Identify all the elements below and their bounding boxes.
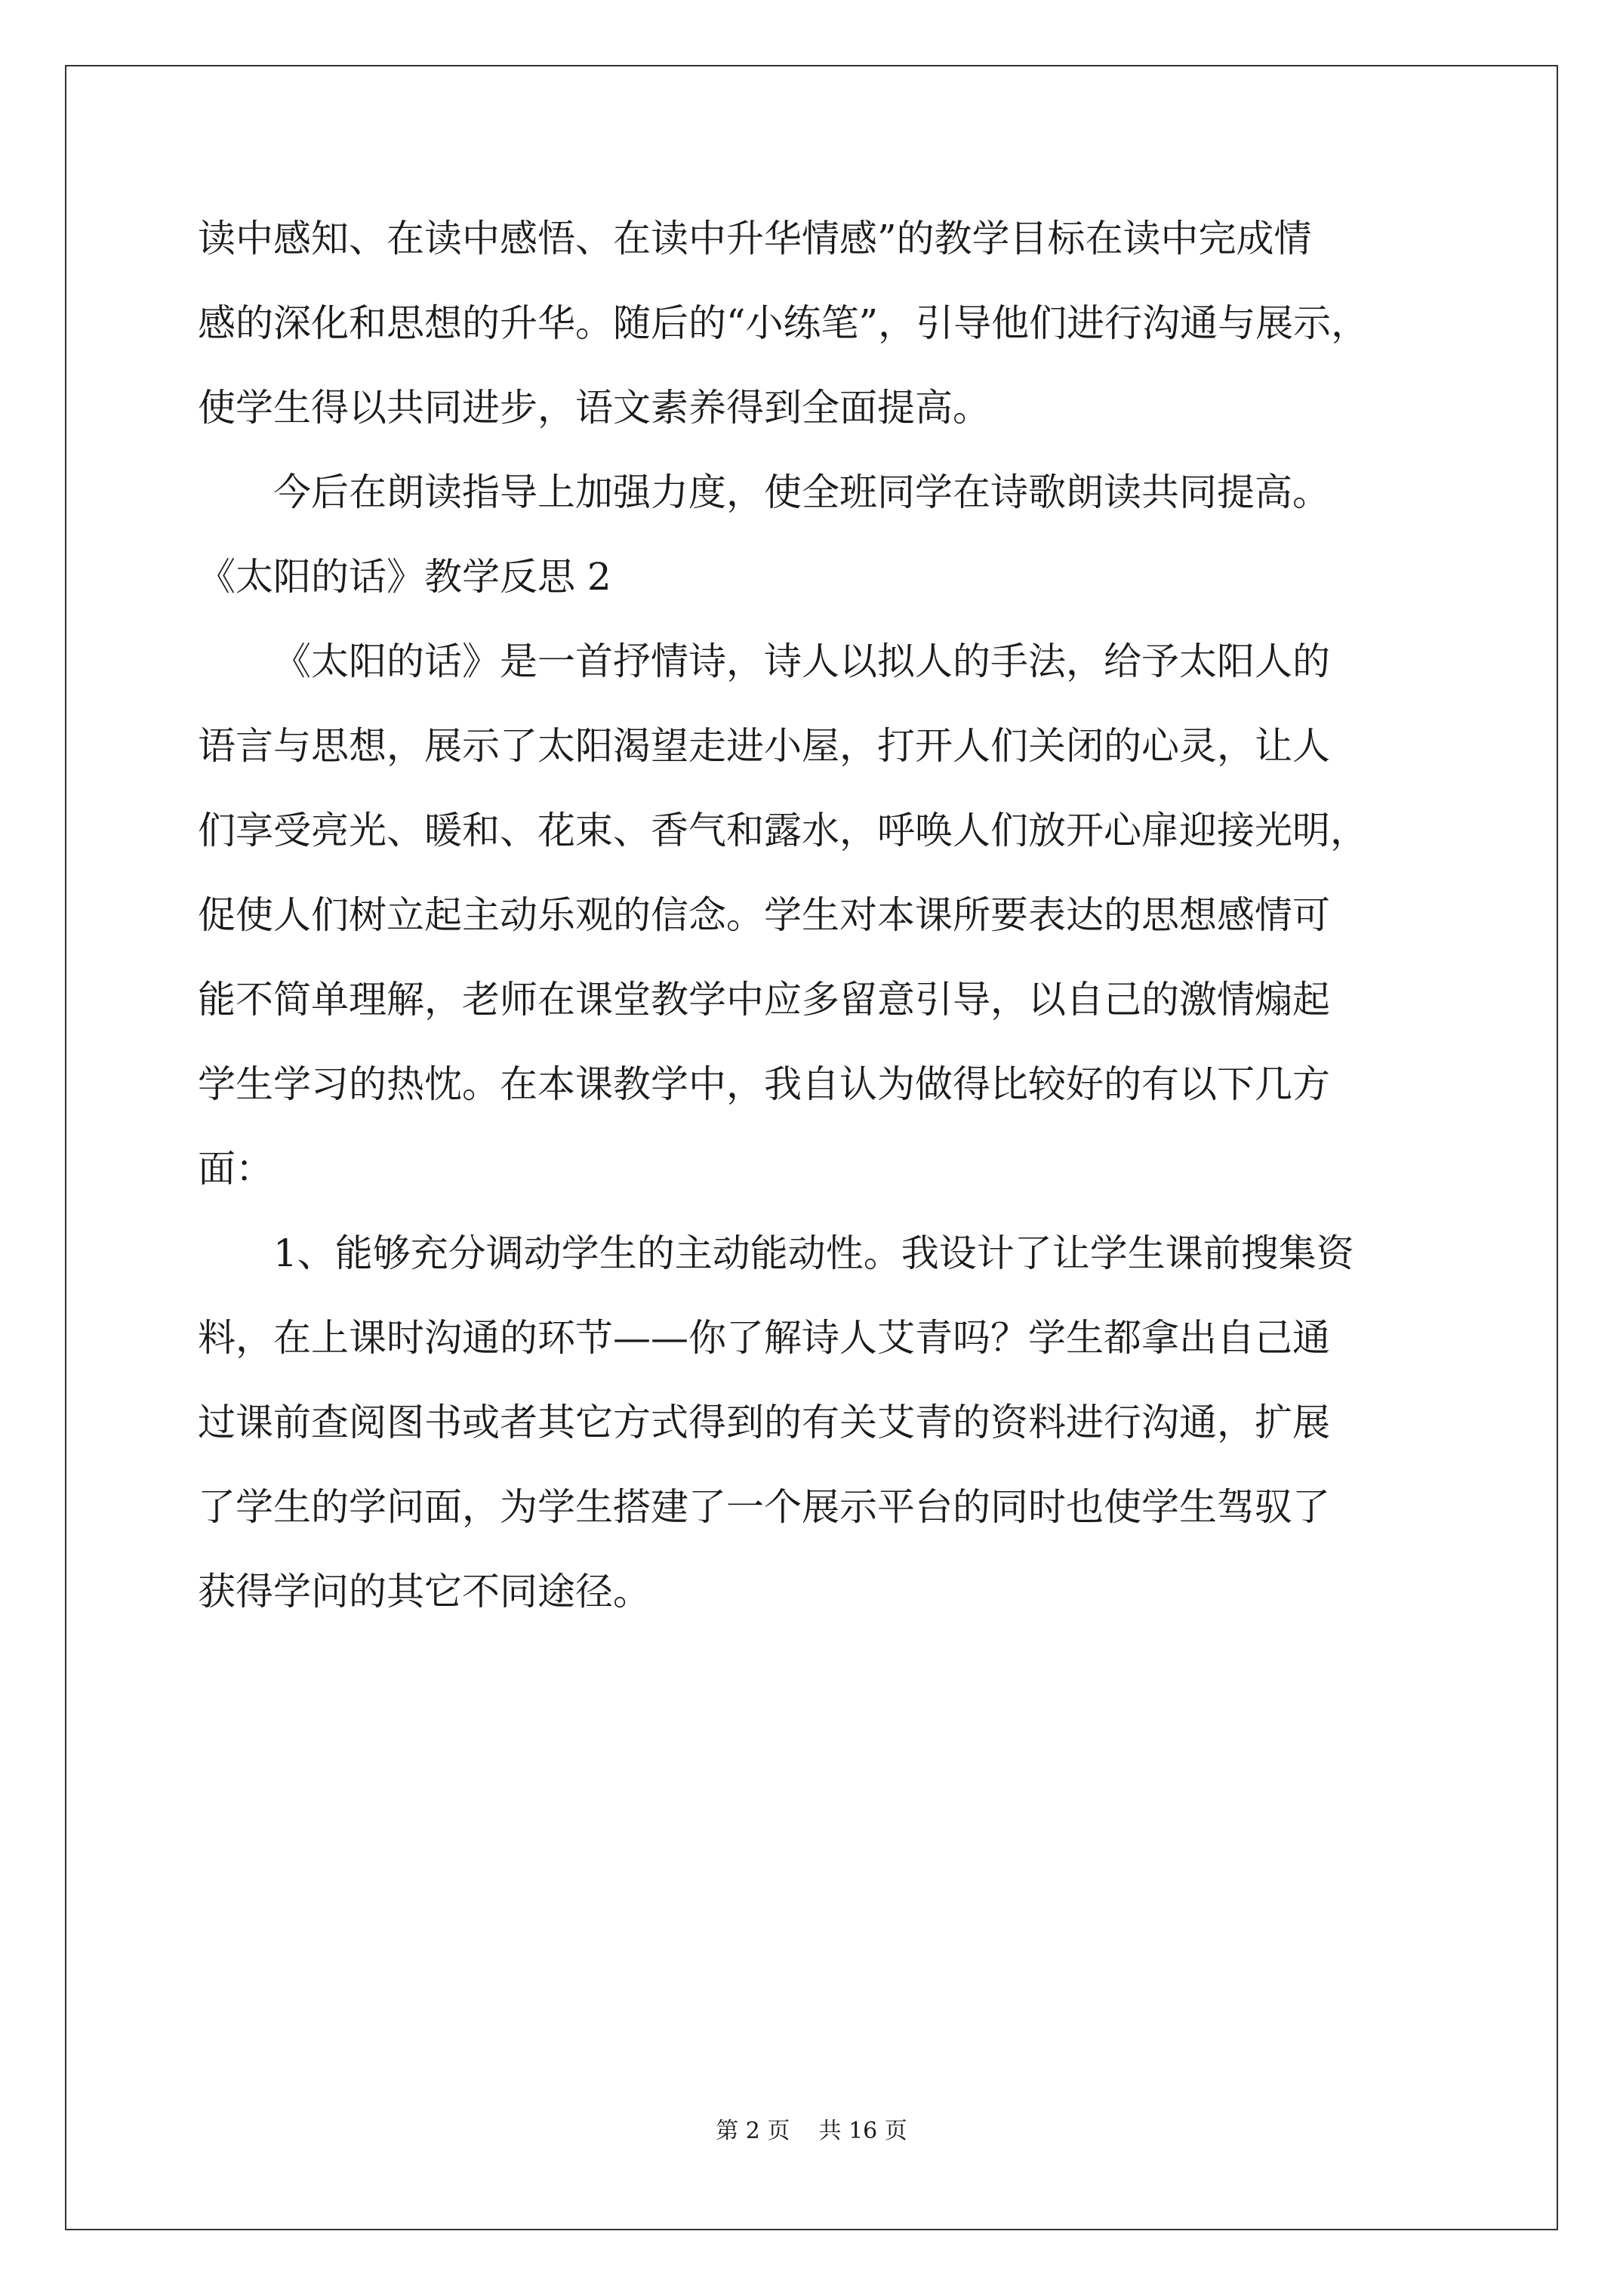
page-total: 共 16 页 bbox=[818, 2118, 907, 2144]
paragraph-line: 学生学习的热忱。在本课教学中，我自认为做得比较好的有以下几方 bbox=[198, 1062, 1330, 1106]
page-footer bbox=[0, 2116, 1623, 2147]
paragraph-line: 过课前查阅图书或者其它方式得到的有关艾青的资料进行沟通，扩展 bbox=[198, 1401, 1330, 1444]
paragraph-line: 《太阳的话》是一首抒情诗，诗人以拟人的手法，给予太阳人的 bbox=[273, 639, 1330, 683]
paragraph-line: 了学生的学问面，为学生搭建了一个展示平台的同时也使学生驾驭了 bbox=[198, 1485, 1330, 1529]
paragraph-line: 使学生得以共同进步，语文素养得到全面提高。 bbox=[198, 386, 990, 430]
paragraph-line: 促使人们树立起主动乐观的信念。学生对本课所要表达的思想感情可 bbox=[198, 893, 1330, 937]
paragraph-line: 能不简单理解，老师在课堂教学中应多留意引导，以自己的激情煽起 bbox=[198, 978, 1330, 1022]
paragraph-line: 们享受亮光、暖和、花束、香气和露水，呼唤人们放开心扉迎接光明， bbox=[198, 809, 1368, 852]
paragraph-line: 语言与思想，展示了太阳渴望走进小屋，打开人们关闭的心灵，让人 bbox=[198, 724, 1330, 768]
paragraph-line: 感的深化和思想的升华。随后的“小练笔”，引导他们进行沟通与展示， bbox=[198, 301, 1369, 345]
paragraph-line: 获得学问的其它不同途径。 bbox=[198, 1570, 651, 1613]
page-number: 第 2 页 bbox=[716, 2118, 790, 2144]
paragraph-line: 今后在朗读指导上加强力度，使全班同学在诗歌朗读共同提高。 bbox=[273, 470, 1330, 514]
paragraph-line: 料，在上课时沟通的环节——你了解诗人艾青吗？学生都拿出自己通 bbox=[198, 1316, 1330, 1360]
paragraph-line: 1、能够充分调动学生的主动能动性。我设计了让学生课前搜集资 bbox=[273, 1231, 1354, 1275]
section-heading: 《太阳的话》教学反思 2 bbox=[198, 555, 611, 599]
paragraph-line: 面： bbox=[198, 1147, 273, 1191]
paragraph-line: 读中感知、在读中感悟、在读中升华情感”的教学目标在读中完成情 bbox=[198, 217, 1312, 260]
